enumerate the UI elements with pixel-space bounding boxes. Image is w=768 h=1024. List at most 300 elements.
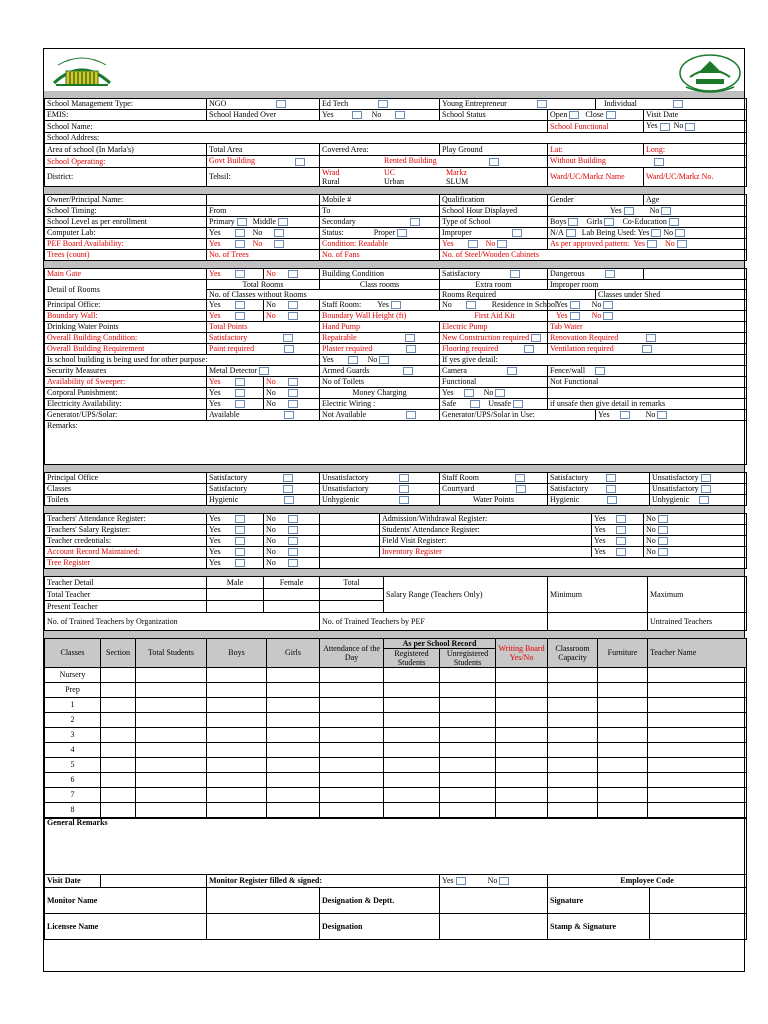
opt-unsatisfactory: Unsatisfactory bbox=[652, 472, 699, 482]
cell[interactable] bbox=[267, 683, 320, 698]
class-row bbox=[45, 683, 747, 698]
cell[interactable] bbox=[496, 698, 548, 713]
checkbox[interactable] bbox=[399, 485, 409, 493]
licensee-name-field[interactable] bbox=[207, 914, 320, 940]
cell[interactable] bbox=[101, 713, 136, 728]
cell[interactable] bbox=[384, 773, 440, 788]
checkbox[interactable] bbox=[642, 345, 652, 353]
cell[interactable] bbox=[320, 773, 384, 788]
cell[interactable] bbox=[598, 758, 648, 773]
opt-yes: Yes bbox=[442, 387, 454, 397]
cell[interactable] bbox=[548, 773, 598, 788]
cell[interactable] bbox=[267, 788, 320, 803]
label: Employee Code bbox=[548, 875, 747, 888]
checkbox[interactable] bbox=[603, 301, 613, 309]
separator bbox=[44, 261, 744, 268]
checkbox[interactable] bbox=[237, 218, 247, 226]
checkbox[interactable] bbox=[616, 537, 626, 545]
cell[interactable] bbox=[320, 743, 384, 758]
label: Ward/UC/Markz Name bbox=[548, 168, 644, 187]
opt-no: No bbox=[252, 227, 263, 237]
checkbox[interactable] bbox=[499, 877, 509, 885]
remarks-field[interactable]: Remarks: bbox=[45, 421, 747, 465]
label: Classes bbox=[45, 484, 207, 495]
checkbox[interactable] bbox=[651, 229, 661, 237]
cell[interactable] bbox=[136, 743, 207, 758]
checkbox[interactable] bbox=[675, 229, 685, 237]
checkbox[interactable] bbox=[466, 301, 476, 309]
checkbox[interactable] bbox=[616, 515, 626, 523]
checkbox[interactable] bbox=[605, 270, 615, 278]
checkbox[interactable] bbox=[513, 400, 523, 408]
label: Tree Register bbox=[45, 558, 207, 569]
designation-field[interactable] bbox=[440, 914, 548, 940]
col-header: Classes bbox=[45, 639, 101, 668]
checkbox[interactable] bbox=[379, 356, 389, 364]
checkbox[interactable] bbox=[616, 526, 626, 534]
cell[interactable] bbox=[648, 728, 747, 743]
checkbox[interactable] bbox=[646, 334, 656, 342]
checkbox[interactable] bbox=[620, 411, 630, 419]
checkbox[interactable] bbox=[288, 548, 298, 556]
cell[interactable] bbox=[136, 773, 207, 788]
cell[interactable] bbox=[496, 803, 548, 818]
checkbox[interactable] bbox=[284, 345, 294, 353]
cell[interactable] bbox=[267, 668, 320, 683]
checkbox[interactable] bbox=[235, 548, 245, 556]
cell[interactable] bbox=[548, 683, 598, 698]
checkbox[interactable] bbox=[406, 345, 416, 353]
cell[interactable] bbox=[101, 803, 136, 818]
label: Maximum bbox=[648, 577, 747, 613]
cell[interactable] bbox=[648, 713, 747, 728]
checkbox[interactable] bbox=[624, 207, 634, 215]
cell[interactable] bbox=[598, 713, 648, 728]
cell[interactable] bbox=[136, 668, 207, 683]
cell[interactable] bbox=[384, 683, 440, 698]
label: Tehsil: bbox=[207, 168, 320, 187]
cell[interactable] bbox=[320, 698, 384, 713]
cell[interactable] bbox=[101, 743, 136, 758]
cell[interactable] bbox=[648, 698, 747, 713]
checkbox[interactable] bbox=[235, 301, 245, 309]
opt-yes: Yes bbox=[209, 238, 221, 248]
checkbox[interactable] bbox=[701, 474, 711, 482]
label: Overall Building Condition: bbox=[45, 333, 207, 344]
cell[interactable] bbox=[207, 728, 267, 743]
checkbox[interactable] bbox=[278, 218, 288, 226]
cell[interactable] bbox=[207, 698, 267, 713]
checkbox[interactable] bbox=[606, 485, 616, 493]
cell[interactable] bbox=[496, 683, 548, 698]
cell[interactable] bbox=[598, 743, 648, 758]
cell[interactable] bbox=[440, 713, 496, 728]
cell[interactable] bbox=[440, 683, 496, 698]
checkbox[interactable] bbox=[288, 312, 298, 320]
opt-yes: Yes bbox=[209, 546, 221, 556]
signature-field[interactable] bbox=[650, 888, 747, 914]
label: Teacher credentials: bbox=[45, 536, 207, 547]
cell[interactable] bbox=[384, 788, 440, 803]
cell[interactable] bbox=[496, 773, 548, 788]
cell[interactable] bbox=[496, 788, 548, 803]
cell[interactable] bbox=[548, 668, 598, 683]
label: Gender bbox=[548, 195, 644, 206]
opt-no: No bbox=[485, 238, 496, 248]
label: Signature bbox=[548, 888, 650, 914]
label: Detail of Rooms bbox=[45, 280, 207, 300]
checkbox[interactable] bbox=[570, 301, 580, 309]
cell[interactable] bbox=[548, 743, 598, 758]
label: Ward/UC/Markz No. bbox=[644, 168, 747, 187]
checkbox[interactable] bbox=[283, 485, 293, 493]
cell[interactable] bbox=[384, 803, 440, 818]
label: Minimum bbox=[548, 577, 648, 613]
opt-unsatisfactory: Unsatisfactory bbox=[652, 483, 699, 493]
separator bbox=[44, 631, 744, 638]
label: School Handed Over bbox=[207, 110, 320, 121]
cell[interactable] bbox=[136, 788, 207, 803]
checkbox[interactable] bbox=[524, 345, 534, 353]
checkbox[interactable] bbox=[464, 389, 474, 397]
opt-no: No bbox=[266, 524, 276, 534]
cell[interactable] bbox=[496, 728, 548, 743]
opt-no: No bbox=[442, 299, 452, 309]
checkbox[interactable] bbox=[235, 229, 245, 237]
general-remarks-field[interactable]: General Remarks bbox=[45, 819, 747, 875]
checkbox[interactable] bbox=[391, 301, 401, 309]
checkbox[interactable] bbox=[699, 496, 709, 504]
opt-yes: Yes bbox=[556, 310, 568, 320]
cell[interactable] bbox=[598, 728, 648, 743]
checkbox[interactable] bbox=[378, 100, 388, 108]
label: Admission/Withdrawal Register: bbox=[380, 514, 592, 525]
checkbox[interactable] bbox=[283, 334, 293, 342]
class-label: 8 bbox=[45, 803, 101, 818]
checkbox[interactable] bbox=[274, 240, 284, 248]
cell[interactable] bbox=[136, 803, 207, 818]
checkbox[interactable] bbox=[274, 229, 284, 237]
cell[interactable] bbox=[320, 803, 384, 818]
cell[interactable] bbox=[496, 743, 548, 758]
checkbox[interactable] bbox=[607, 496, 617, 504]
checkbox[interactable] bbox=[288, 515, 298, 523]
cell[interactable] bbox=[136, 728, 207, 743]
checkbox[interactable] bbox=[352, 111, 362, 119]
cell[interactable] bbox=[267, 728, 320, 743]
section-cleanliness bbox=[44, 472, 747, 506]
cell[interactable] bbox=[648, 788, 747, 803]
checkbox[interactable] bbox=[531, 334, 541, 342]
checkbox[interactable] bbox=[235, 526, 245, 534]
checkbox[interactable] bbox=[283, 474, 293, 482]
checkbox[interactable] bbox=[570, 312, 580, 320]
opt-primary: Primary bbox=[209, 216, 235, 226]
opt-hygienic: Hygienic bbox=[550, 494, 580, 504]
opt-no: No bbox=[266, 268, 276, 278]
checkbox[interactable] bbox=[288, 559, 298, 567]
label: Total Teacher bbox=[45, 589, 207, 601]
checkbox[interactable] bbox=[288, 270, 298, 278]
cell[interactable] bbox=[320, 788, 384, 803]
cell[interactable] bbox=[207, 758, 267, 773]
cell[interactable] bbox=[101, 728, 136, 743]
label: Principal Office bbox=[45, 473, 207, 484]
cell[interactable] bbox=[267, 743, 320, 758]
opt-middle: Middle bbox=[252, 216, 276, 226]
cell[interactable] bbox=[440, 803, 496, 818]
checkbox[interactable] bbox=[288, 400, 298, 408]
checkbox[interactable] bbox=[405, 334, 415, 342]
checkbox[interactable] bbox=[673, 100, 683, 108]
checkbox[interactable] bbox=[235, 537, 245, 545]
cell[interactable] bbox=[101, 788, 136, 803]
checkbox[interactable] bbox=[395, 111, 405, 119]
checkbox[interactable] bbox=[295, 158, 305, 166]
checkbox[interactable] bbox=[497, 240, 507, 248]
checkbox[interactable] bbox=[603, 312, 613, 320]
cell[interactable] bbox=[267, 803, 320, 818]
label: School Functional bbox=[548, 121, 644, 133]
checkbox[interactable] bbox=[537, 100, 547, 108]
cell[interactable] bbox=[136, 713, 207, 728]
cell[interactable] bbox=[101, 698, 136, 713]
cell[interactable] bbox=[648, 668, 747, 683]
cell[interactable] bbox=[548, 713, 598, 728]
cell[interactable] bbox=[598, 803, 648, 818]
cell[interactable] bbox=[320, 668, 384, 683]
inspection-form bbox=[43, 48, 745, 972]
cell[interactable] bbox=[548, 788, 598, 803]
checkbox[interactable] bbox=[595, 367, 605, 375]
separator bbox=[44, 187, 744, 194]
cell[interactable] bbox=[207, 788, 267, 803]
cell[interactable] bbox=[101, 773, 136, 788]
checkbox[interactable] bbox=[606, 111, 616, 119]
checkbox[interactable] bbox=[661, 207, 671, 215]
cell[interactable] bbox=[320, 713, 384, 728]
label: Corporal Punishment: bbox=[45, 388, 207, 399]
opt-unsafe: Unsafe bbox=[488, 398, 511, 408]
label: Lab Being Used: Yes bbox=[581, 227, 650, 237]
label: Qualification bbox=[440, 195, 548, 206]
opt-no: No bbox=[266, 535, 276, 545]
label: Toilets bbox=[45, 495, 207, 506]
checkbox[interactable] bbox=[288, 378, 298, 386]
cell[interactable] bbox=[101, 683, 136, 698]
cell[interactable] bbox=[548, 758, 598, 773]
label: Untrained Teachers bbox=[648, 613, 747, 631]
checkbox[interactable] bbox=[660, 123, 670, 131]
opt-open: Open bbox=[550, 109, 568, 119]
class-label: 6 bbox=[45, 773, 101, 788]
designation-field[interactable] bbox=[440, 888, 548, 914]
checkbox[interactable] bbox=[489, 158, 499, 166]
label: Licensee Name bbox=[45, 914, 207, 940]
label: Present Teacher bbox=[45, 601, 207, 613]
cell[interactable] bbox=[384, 668, 440, 683]
checkbox[interactable] bbox=[470, 400, 480, 408]
cell[interactable] bbox=[548, 698, 598, 713]
cell[interactable] bbox=[267, 758, 320, 773]
cell[interactable] bbox=[207, 743, 267, 758]
checkbox[interactable] bbox=[515, 474, 525, 482]
cell[interactable] bbox=[320, 728, 384, 743]
label: Courtyard bbox=[442, 483, 475, 493]
checkbox[interactable] bbox=[259, 367, 269, 375]
opt-rented-building: Rented Building bbox=[384, 156, 437, 166]
cell[interactable] bbox=[598, 698, 648, 713]
checkbox[interactable] bbox=[512, 229, 522, 237]
checkbox[interactable] bbox=[468, 240, 478, 248]
cell[interactable] bbox=[440, 788, 496, 803]
checkbox[interactable] bbox=[235, 240, 245, 248]
cell[interactable] bbox=[207, 773, 267, 788]
cell[interactable] bbox=[440, 728, 496, 743]
checkbox[interactable] bbox=[657, 411, 667, 419]
checkbox[interactable] bbox=[235, 378, 245, 386]
checkbox[interactable] bbox=[235, 515, 245, 523]
cell[interactable] bbox=[320, 683, 384, 698]
cell[interactable] bbox=[384, 728, 440, 743]
class-table bbox=[44, 638, 747, 818]
opt-yes: Yes bbox=[594, 535, 606, 545]
checkbox[interactable] bbox=[276, 100, 286, 108]
cell[interactable] bbox=[496, 668, 548, 683]
checkbox[interactable] bbox=[406, 411, 416, 419]
cell[interactable] bbox=[207, 683, 267, 698]
opt-yes: Yes bbox=[598, 409, 610, 419]
col-header: As per School Record bbox=[384, 639, 496, 649]
cell[interactable] bbox=[440, 668, 496, 683]
checkbox[interactable] bbox=[658, 548, 668, 556]
checkbox[interactable] bbox=[569, 111, 579, 119]
checkbox[interactable] bbox=[235, 312, 245, 320]
cell[interactable] bbox=[598, 683, 648, 698]
checkbox[interactable] bbox=[456, 877, 466, 885]
cell[interactable] bbox=[101, 668, 136, 683]
opt-no: No bbox=[649, 205, 660, 215]
checkbox[interactable] bbox=[399, 474, 409, 482]
label: Monitor Name bbox=[45, 888, 207, 914]
stamp-signature-field[interactable] bbox=[650, 914, 747, 940]
checkbox[interactable] bbox=[348, 356, 358, 364]
cell[interactable] bbox=[136, 683, 207, 698]
cell[interactable] bbox=[267, 773, 320, 788]
checkbox[interactable] bbox=[495, 389, 505, 397]
opt-satisfactory: Satisfactory bbox=[550, 472, 589, 482]
col-header: Writing Board Yes/No bbox=[496, 639, 548, 668]
cell[interactable] bbox=[648, 743, 747, 758]
label: Boundary Wall: bbox=[45, 311, 207, 322]
cell[interactable] bbox=[496, 713, 548, 728]
checkbox[interactable] bbox=[284, 496, 294, 504]
cell[interactable] bbox=[320, 758, 384, 773]
cell[interactable] bbox=[598, 668, 648, 683]
checkbox[interactable] bbox=[288, 526, 298, 534]
cell[interactable] bbox=[440, 773, 496, 788]
monitor-name-field[interactable] bbox=[207, 888, 320, 914]
label: Electricity Availability: bbox=[45, 399, 207, 410]
pef-logo bbox=[48, 53, 116, 91]
cell[interactable] bbox=[384, 713, 440, 728]
checkbox[interactable] bbox=[507, 367, 517, 375]
checkbox[interactable] bbox=[235, 270, 245, 278]
cell[interactable] bbox=[598, 773, 648, 788]
checkbox[interactable] bbox=[288, 389, 298, 397]
class-row bbox=[45, 773, 747, 788]
checkbox[interactable] bbox=[658, 526, 668, 534]
cell[interactable] bbox=[136, 758, 207, 773]
cell[interactable] bbox=[384, 758, 440, 773]
cell[interactable] bbox=[496, 758, 548, 773]
checkbox[interactable] bbox=[566, 229, 576, 237]
checkbox[interactable] bbox=[568, 218, 578, 226]
checkbox[interactable] bbox=[685, 123, 695, 131]
checkbox[interactable] bbox=[235, 559, 245, 567]
cell[interactable] bbox=[548, 728, 598, 743]
checkbox[interactable] bbox=[235, 389, 245, 397]
cell[interactable] bbox=[440, 758, 496, 773]
checkbox[interactable] bbox=[658, 515, 668, 523]
cell[interactable] bbox=[648, 683, 747, 698]
cell[interactable] bbox=[440, 698, 496, 713]
cell[interactable] bbox=[384, 698, 440, 713]
cell[interactable] bbox=[207, 713, 267, 728]
cell[interactable] bbox=[548, 803, 598, 818]
checkbox[interactable] bbox=[658, 537, 668, 545]
visit-date-field[interactable] bbox=[101, 875, 207, 888]
opt-yes: Yes bbox=[556, 299, 568, 309]
checkbox[interactable] bbox=[604, 218, 614, 226]
checkbox[interactable] bbox=[510, 270, 520, 278]
opt-no: No bbox=[266, 376, 276, 386]
cell[interactable] bbox=[207, 668, 267, 683]
opt-no: No bbox=[663, 227, 674, 237]
cell[interactable] bbox=[101, 758, 136, 773]
checkbox[interactable] bbox=[616, 548, 626, 556]
cell[interactable] bbox=[267, 713, 320, 728]
checkbox[interactable] bbox=[288, 537, 298, 545]
cell[interactable] bbox=[598, 788, 648, 803]
checkbox[interactable] bbox=[284, 411, 294, 419]
cell[interactable] bbox=[136, 698, 207, 713]
checkbox[interactable] bbox=[397, 229, 407, 237]
cell[interactable] bbox=[648, 758, 747, 773]
checkbox[interactable] bbox=[235, 400, 245, 408]
cell[interactable] bbox=[648, 803, 747, 818]
checkbox[interactable] bbox=[288, 301, 298, 309]
checkbox[interactable] bbox=[399, 496, 409, 504]
checkbox[interactable] bbox=[701, 485, 711, 493]
checkbox[interactable] bbox=[516, 485, 526, 493]
checkbox[interactable] bbox=[647, 240, 657, 248]
label: School Operating: bbox=[45, 156, 207, 168]
checkbox[interactable] bbox=[606, 474, 616, 482]
label: Staff Room bbox=[442, 472, 479, 482]
cell[interactable] bbox=[648, 773, 747, 788]
cell[interactable] bbox=[440, 743, 496, 758]
opt-edtech: Ed Tech bbox=[322, 98, 349, 108]
checkbox[interactable] bbox=[410, 218, 420, 226]
checkbox[interactable] bbox=[654, 158, 664, 166]
cell[interactable] bbox=[384, 743, 440, 758]
cell[interactable] bbox=[207, 803, 267, 818]
checkbox[interactable] bbox=[677, 240, 687, 248]
cell[interactable] bbox=[267, 698, 320, 713]
checkbox[interactable] bbox=[403, 367, 413, 375]
checkbox[interactable] bbox=[669, 218, 679, 226]
